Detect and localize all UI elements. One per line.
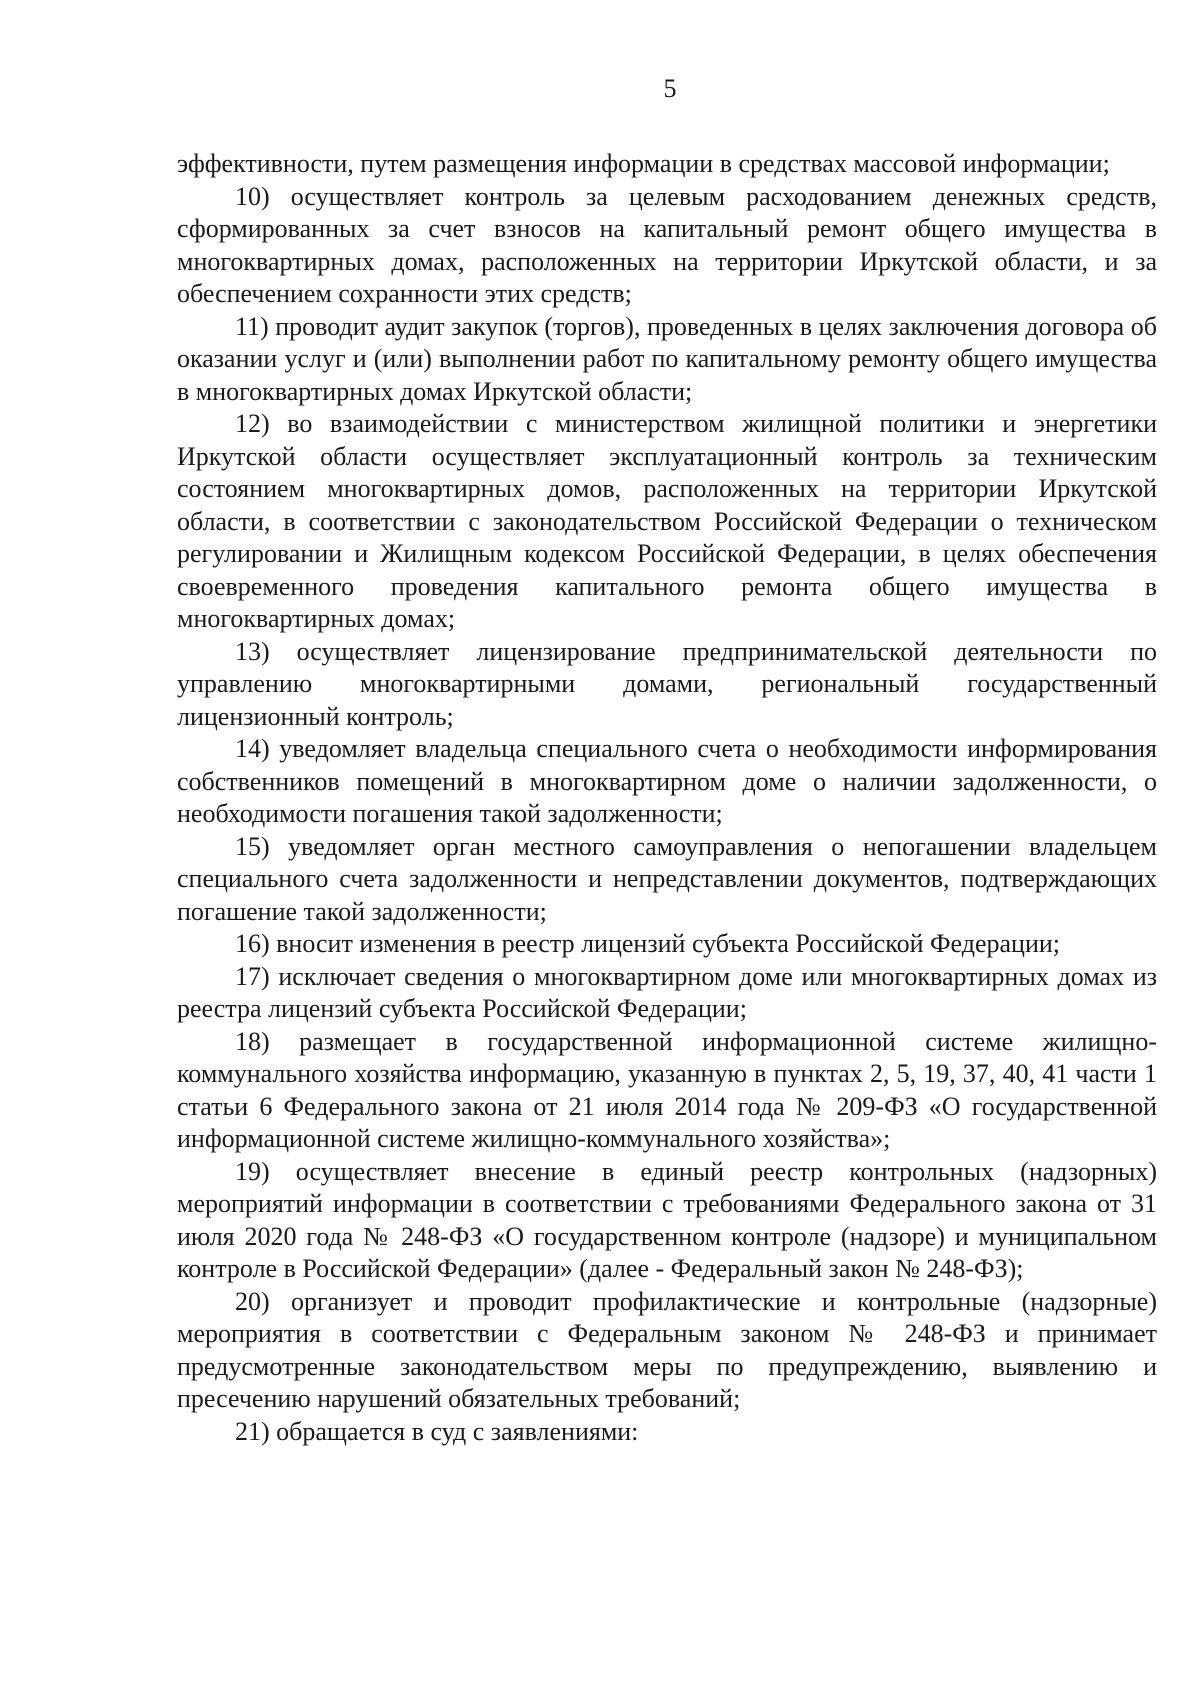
paragraph-item-18: 18) размещает в государственной информационной системе жилищно-коммунального хозяйства информацию, указанную в пунктах 2, 5, 19, 37, 40, 41 части 1 статьи 6 Федерального закона от 21 июля 2014 года № 209-ФЗ «О государственной информационной системе жилищно-коммунального хозяйства»; xyxy=(177,1026,1157,1153)
paragraph-item-10: 10) осуществляет контроль за целевым расходованием денежных средств, сформированных за счет взносов на капитальный ремонт общего имущества в многоквартирных домах, расположенных на территории Иркутской области, и за обеспечением сохранности этих средств; xyxy=(177,181,1157,308)
paragraph-item-17: 17) исключает сведения о многоквартирном доме или многоквартирных домах из реестра лицензий субъекта Российской Федерации; xyxy=(177,961,1157,1023)
paragraph-item-19: 19) осуществляет внесение в единый реестр контрольных (надзорных) мероприятий информации в соответствии с требованиями Федерального закона от 31 июля 2020 года № 248-ФЗ «О государственном контроле (надзоре) и муниципальном контроле в Российской Федерации» (далее - Федеральный закон № 248-ФЗ); xyxy=(177,1156,1157,1283)
paragraph-item-14: 14) уведомляет владельца специального счета о необходимости информирования собственников помещений в многоквартирном доме о наличии задолженности, о необходимости погашения такой задолженности; xyxy=(177,734,1157,828)
paragraph-item-21: 21) обращается в суд с заявлениями: xyxy=(235,1416,639,1446)
paragraph-item-12: 12) во взаимодействии с министерством жилищной политики и энергетики Иркутской области осуществляет эксплуатационный контроль за техническим состоянием многоквартирных домов, расположенных на территории Иркутской области, в соответствии с законодательством Российской Федерации о техническом регулировании и Жилищным кодексом Российской Федерации, в целях обеспечения своевременного проведения капитального ремонта общего имущества в многоквартирных домах; xyxy=(177,409,1157,633)
paragraph-item-15: 15) уведомляет орган местного самоуправления о непогашении владельцем специального счета задолженности и непредставлении документов, подтверждающих погашение такой задолженности; xyxy=(177,831,1157,926)
paragraph-item-16: 16) вносит изменения в реестр лицензий субъекта Российской Федерации; xyxy=(235,929,1061,958)
paragraph-item-20: 20) организует и проводит профилактические и контрольные (надзорные) мероприятия в соответствии с Федеральным законом № 248-ФЗ и принимает предусмотренные законодательством меры по предупреждению, выявлению и пресечению нарушений обязательных требований; xyxy=(177,1286,1157,1413)
paragraph-item-11: 11) проводит аудит закупок (торгов), проведенных в целях заключения договора об оказании услуг и (или) выполнении работ по капитальному ремонту общего имущества в многоквартирных домах Иркутской области; xyxy=(177,311,1157,406)
document-body xyxy=(177,148,1157,1448)
paragraph-continuation: эффективности, путем размещения информации в средствах массовой информации; xyxy=(177,149,1110,178)
paragraph-item-13: 13) осуществляет лицензирование предпринимательской деятельности по управлению многоквартирными домами, региональный государственный лицензионный контроль; xyxy=(177,636,1157,731)
page-number: 5 xyxy=(663,74,677,103)
